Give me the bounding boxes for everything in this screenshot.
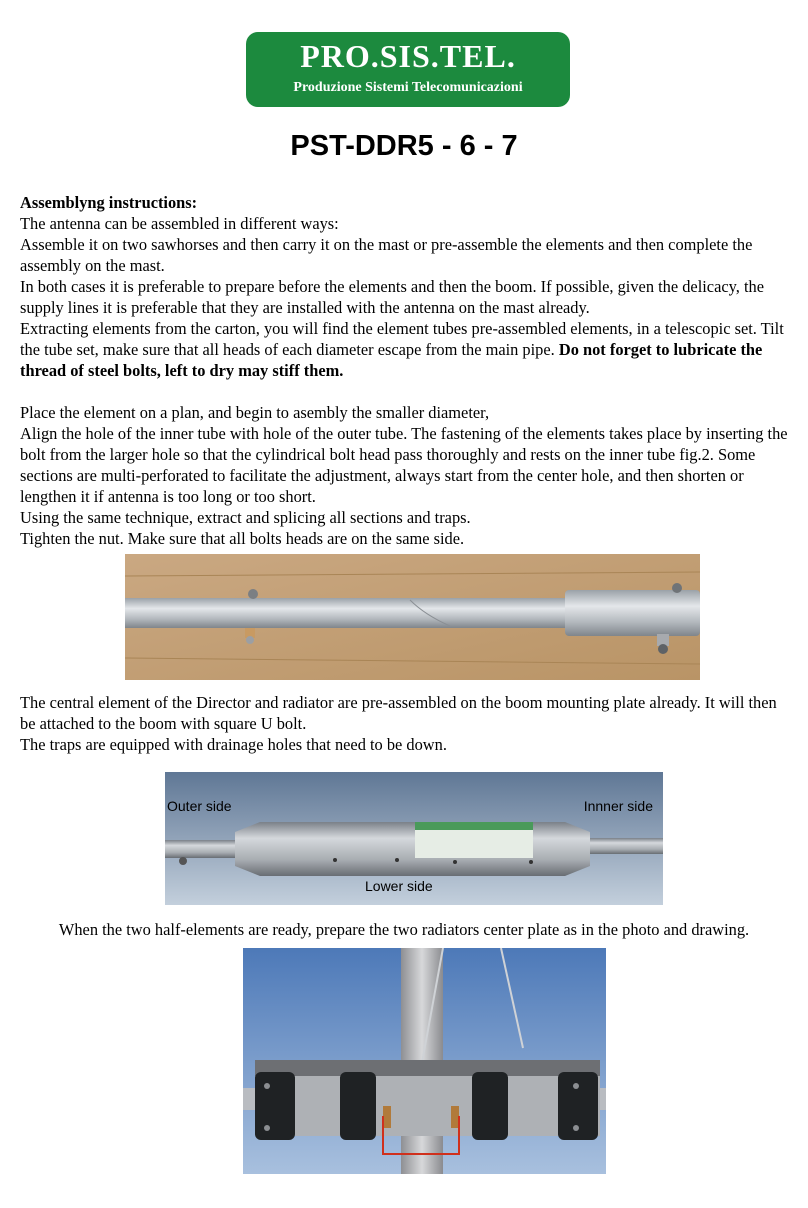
extract-text: Extracting elements from the carton, you will find the element tubes pre-assembled elements, in a telescopic set. Tilt the tube set, make sure that all heads of each diameter escape from the main pipe.	[20, 319, 784, 359]
center-plate-caption: When the two half-elements are ready, prepare the two radiators center plate as in the photo and drawing.	[58, 920, 750, 939]
company-logo	[246, 32, 570, 107]
paragraph: Tighten the nut. Make sure that all bolts heads are on the same side.	[20, 529, 465, 548]
tube-photo-image	[125, 554, 700, 680]
assembly-instructions	[20, 192, 795, 549]
section-heading: Assemblyng instructions:	[20, 193, 198, 212]
lubricate-warning: Do not forget to lubricate the thread of steel bolts, left to dry may stiff them.	[20, 340, 763, 380]
page-title: PST-DDR5 - 6 - 7	[290, 130, 518, 162]
logo-name: PRO.SIS.TEL.	[300, 38, 516, 74]
paragraph: The antenna can be assembled in different ways:	[20, 214, 339, 233]
boom-instructions	[20, 692, 795, 755]
paragraph: Assemble it on two sawhorses and then carry it on the mast or pre-assemble the elements and then complete the assembly on the mast.	[20, 235, 753, 275]
paragraph: The traps are equipped with drainage holes that need to be down.	[20, 735, 447, 754]
outer-side-label: Outer side	[167, 798, 232, 814]
center-plate-photo	[243, 948, 606, 1174]
paragraph	[20, 318, 795, 381]
logo-subtitle: Produzione Sistemi Telecomunicazioni	[293, 80, 523, 95]
paragraph: The central element of the Director and radiator are pre-assembled on the boom mounting plate already. It will then be attached to the boom with square U bolt.	[20, 693, 777, 733]
inner-side-label: Innner side	[583, 798, 653, 814]
paragraph: Using the same technique, extract and splicing all sections and traps.	[20, 508, 471, 527]
paragraph: In both cases it is preferable to prepare before the elements and then the boom. If possible, given the delicacy, the supply lines it is preferable that they are installed with the antenna on the mast already.	[20, 277, 764, 317]
center-plate-image	[243, 948, 606, 1174]
trap-photo	[165, 772, 663, 905]
paragraph: Align the hole of the inner tube with hole of the outer tube. The fastening of the elements takes place by inserting the bolt from the larger hole so that the cylindrical bolt head pass thoroughly and rests on the inner tube fig.2. Some sections are multi-perforated to facilitate the adjustment, always start from the center hole, and then shorten or lengthen it if antenna is too long or too short.	[20, 424, 788, 506]
paragraph: Place the element on a plan, and begin to asembly the smaller diameter,	[20, 403, 490, 422]
lower-side-label: Lower side	[365, 878, 433, 894]
tube-photo	[125, 554, 700, 680]
